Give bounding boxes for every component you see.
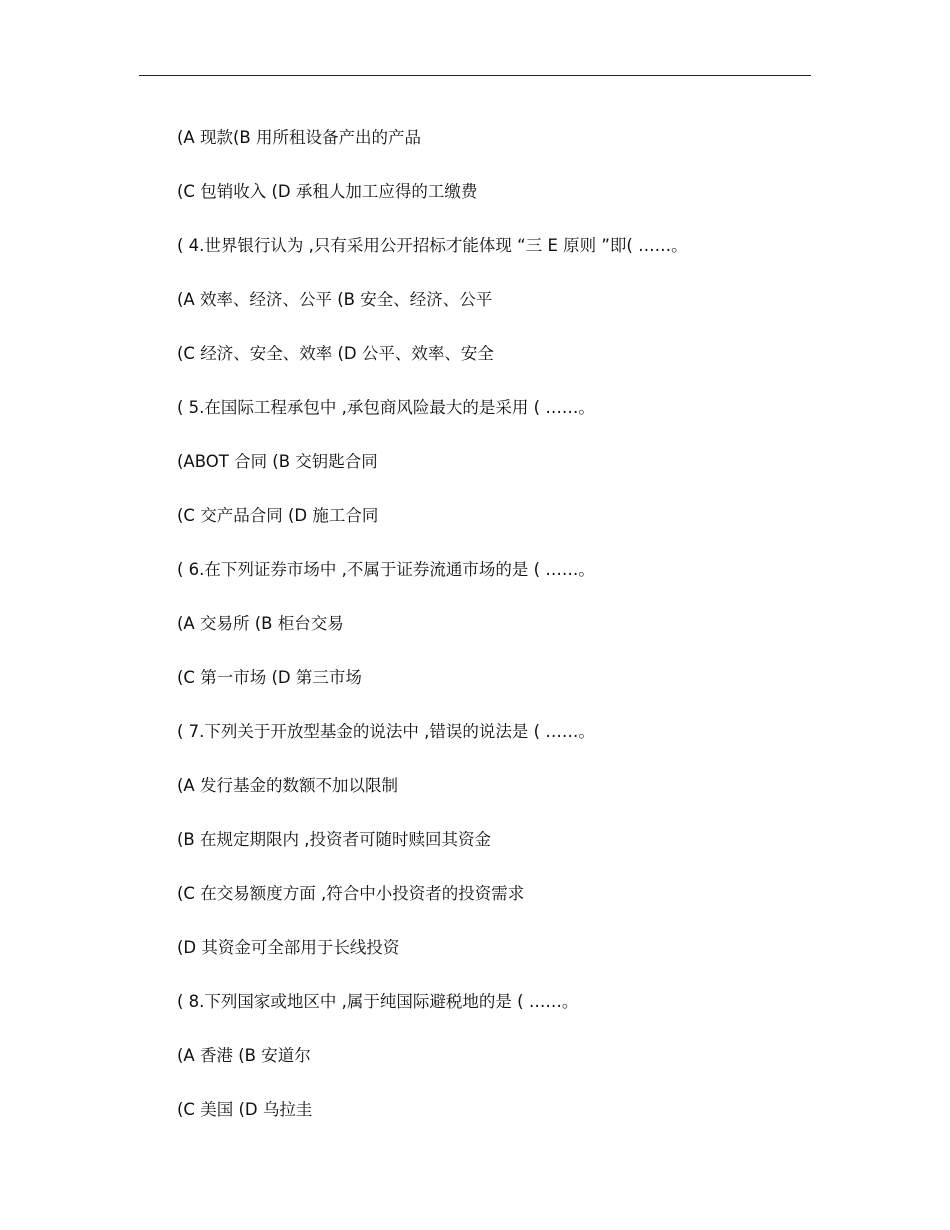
question-8-options-cd: (C 美国 (D 乌拉圭 [177, 1100, 313, 1119]
text-line: (A 现款(B 用所租设备产出的产品 [177, 128, 421, 147]
question-7-option-d: (D 其资金可全部用于长线投资 [177, 938, 400, 957]
question-8-options-ab: (A 香港 (B 安道尔 [177, 1046, 311, 1065]
question-5-options-cd: (C 交产品合同 (D 施工合同 [177, 506, 379, 525]
question-6-options-ab: (A 交易所 (B 柜台交易 [177, 614, 344, 633]
question-8: ( 8.下列国家或地区中 ,属于纯国际避税地的是 ( ……。 [177, 992, 579, 1011]
question-5: ( 5.在国际工程承包中 ,承包商风险最大的是采用 ( ……。 [177, 398, 595, 417]
question-7-option-a: (A 发行基金的数额不加以限制 [177, 776, 398, 795]
question-7-option-b: (B 在规定期限内 ,投资者可随时赎回其资金 [177, 830, 491, 849]
question-4-options-cd: (C 经济、安全、效率 (D 公平、效率、安全 [177, 344, 494, 363]
question-6: ( 6.在下列证券市场中 ,不属于证券流通市场的是 ( ……。 [177, 560, 595, 579]
question-text-block [177, 123, 817, 1149]
question-7: ( 7.下列关于开放型基金的说法中 ,错误的说法是 ( ……。 [177, 722, 595, 741]
text-line: (C 包销收入 (D 承租人加工应得的工缴费 [177, 182, 478, 201]
question-7-option-c: (C 在交易额度方面 ,符合中小投资者的投资需求 [177, 884, 525, 903]
question-4: ( 4.世界银行认为 ,只有采用公开招标才能体现 “三 E 原则 ”即( ……。 [177, 236, 688, 255]
question-5-options-ab: (ABOT 合同 (B 交钥匙合同 [177, 452, 378, 471]
header-rule [139, 75, 811, 76]
question-6-options-cd: (C 第一市场 (D 第三市场 [177, 668, 362, 687]
question-4-options-ab: (A 效率、经济、公平 (B 安全、经济、公平 [177, 290, 493, 309]
